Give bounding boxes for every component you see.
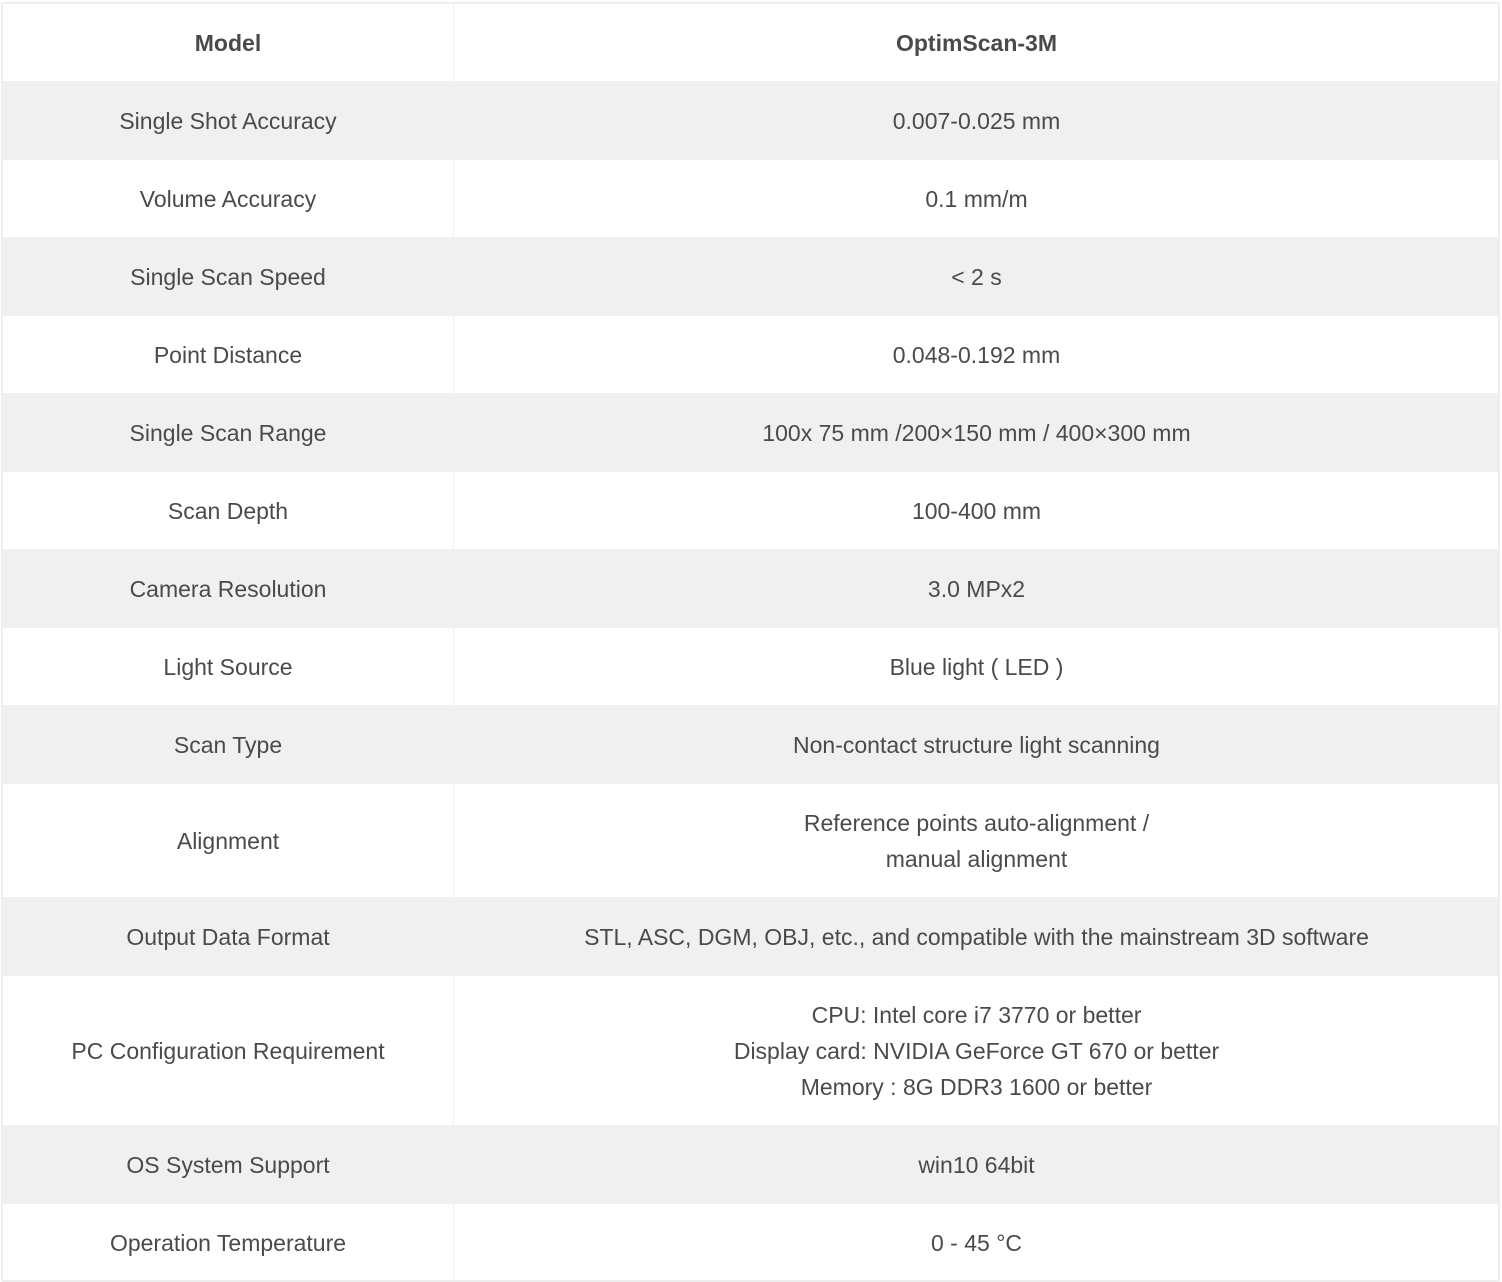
table-row [3,706,1500,784]
spec-value-line: manual alignment [885,845,1068,872]
table-row [3,238,1500,316]
spec-value [454,628,1500,706]
spec-value-line: Non-contact structure light scanning [793,731,1160,758]
spec-value-line: Reference points auto-alignment / [803,809,1150,836]
table-row [3,316,1500,394]
table-row [3,394,1500,472]
table-row [3,1126,1500,1204]
header-label: Model [3,4,454,82]
spec-table [2,3,1500,1282]
spec-value [454,784,1500,898]
spec-value [454,394,1500,472]
spec-label: Single Scan Speed [3,238,454,316]
spec-label: OS System Support [3,1126,454,1204]
spec-label: Point Distance [3,316,454,394]
spec-label: Camera Resolution [3,550,454,628]
spec-value [454,238,1500,316]
table-row [3,976,1500,1126]
spec-body [3,82,1500,1282]
table-row [3,784,1500,898]
spec-value [454,976,1500,1126]
spec-label: Volume Accuracy [3,160,454,238]
spec-value-line: 0.1 mm/m [925,185,1028,212]
spec-value [454,472,1500,550]
table-row [3,160,1500,238]
table-row [3,898,1500,976]
spec-value-line: 3.0 MPx2 [927,575,1026,602]
spec-label: Single Shot Accuracy [3,82,454,160]
spec-value-line: STL, ASC, DGM, OBJ, etc., and compatible with the mainstream 3D software [584,923,1369,950]
table-row [3,1204,1500,1282]
spec-label: Output Data Format [3,898,454,976]
spec-value-line: 0.007-0.025 mm [892,107,1061,134]
spec-label: Light Source [3,628,454,706]
spec-label: Operation Temperature [3,1204,454,1282]
spec-value [454,898,1500,976]
spec-value [454,160,1500,238]
table-row [3,550,1500,628]
spec-value [454,82,1500,160]
table-row [3,628,1500,706]
table-row [3,82,1500,160]
spec-value-line: < 2 s [951,263,1002,290]
spec-value [454,550,1500,628]
spec-value [454,706,1500,784]
spec-value-line: Blue light ( LED ) [889,653,1064,680]
spec-value [454,1204,1500,1282]
spec-value-line: 100x 75 mm /200×150 mm / 400×300 mm [762,419,1191,446]
header-row [3,4,1500,82]
spec-value-line: 0.048-0.192 mm [892,341,1061,368]
spec-value [454,1126,1500,1204]
header-value: OptimScan-3M [454,4,1500,82]
spec-value-line: CPU: Intel core i7 3770 or better [811,1001,1142,1028]
spec-label: PC Configuration Requirement [3,976,454,1126]
spec-value-line: 0 - 45 °C [930,1229,1022,1256]
spec-label: Alignment [3,784,454,898]
spec-label: Scan Depth [3,472,454,550]
spec-value-line: 100-400 mm [911,497,1042,524]
spec-value-line: Display card: NVIDIA GeForce GT 670 or better [733,1037,1220,1064]
table-row [3,472,1500,550]
spec-label: Single Scan Range [3,394,454,472]
spec-label: Scan Type [3,706,454,784]
spec-value [454,316,1500,394]
spec-value-line: win10 64bit [918,1151,1035,1178]
spec-value-line: Memory : 8G DDR3 1600 or better [800,1073,1153,1100]
